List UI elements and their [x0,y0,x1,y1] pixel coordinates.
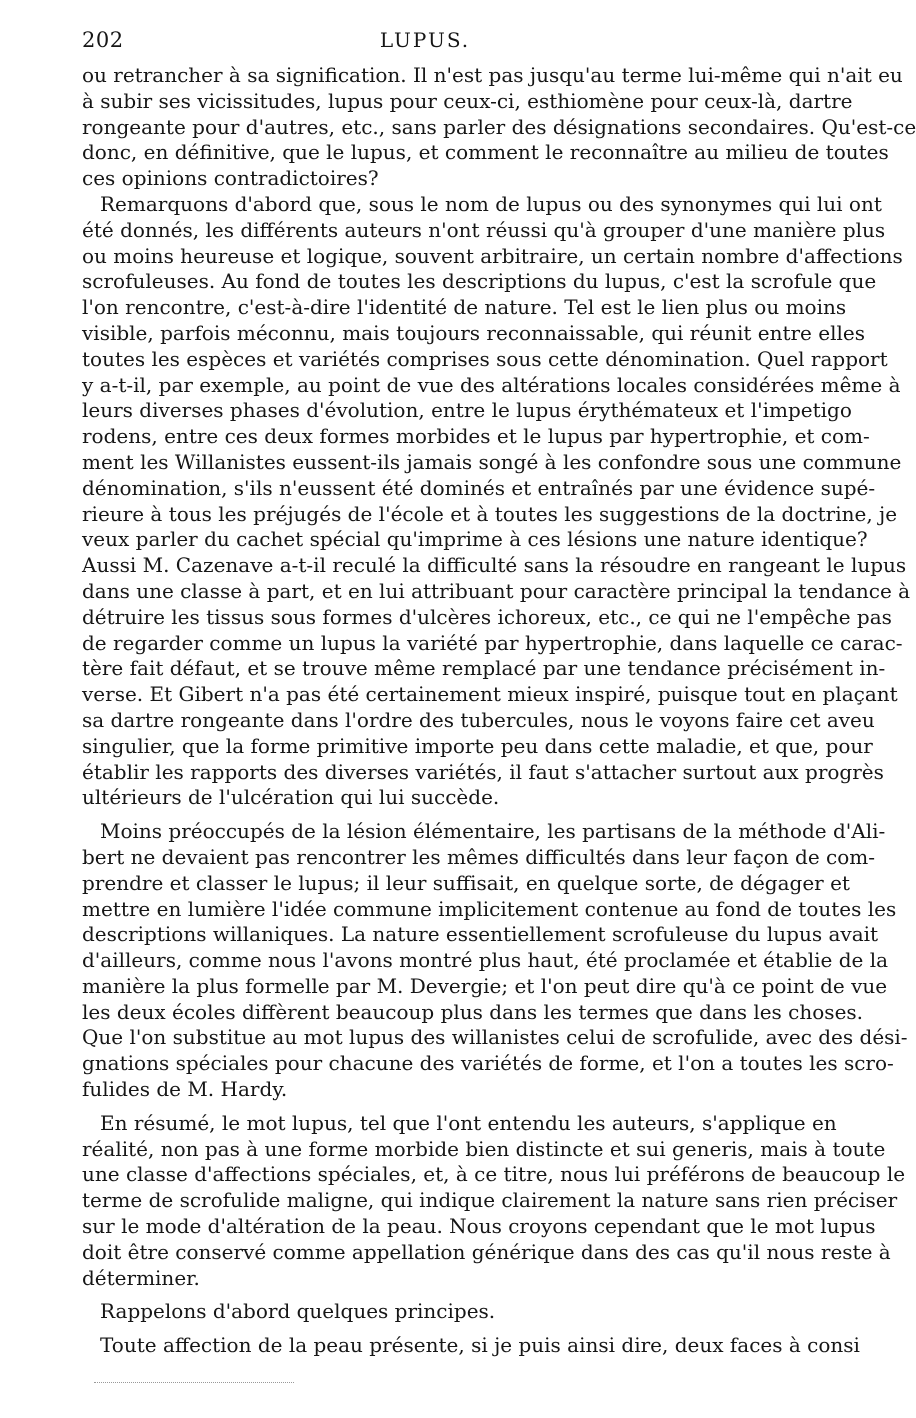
body-text [82,63,916,1359]
text-line: rodens, entre ces deux formes morbides et le lupus par hypertrophie, et com- [82,424,870,449]
text-line: doit être conservé comme appellation générique dans des cas qu'il nous reste à [82,1239,891,1264]
text-line: bert ne devaient pas rencontrer les mêmes difficultés dans leur façon de com- [82,844,876,869]
text-line: les deux écoles diffèrent beaucoup plus dans les termes que dans les choses. [82,999,864,1024]
text-line: gnations spéciales pour chacune des variétés de forme, et l'on a toutes les scro- [82,1051,894,1076]
running-head [82,28,768,58]
text-line: manière la plus formelle par M. Devergie; et l'on peut dire qu'à ce point de vue [82,973,888,998]
text-line: prendre et classer le lupus; il leur suffisait, en quelque sorte, de dégager et [82,870,850,895]
paragraph-gap [82,811,768,819]
text-line: descriptions willaniques. La nature essentiellement scrofuleuse du lupus avait [82,922,879,947]
text-line: déterminer. [82,1265,200,1290]
text-line: détruire les tissus sous formes d'ulcères ichoreux, etc., ce qui ne l'empêche pas [82,604,892,629]
paragraph-gap [82,1291,768,1299]
paragraph-gap [82,1325,768,1333]
text-line: sa dartre rongeante dans l'ordre des tubercules, nous le voyons faire cet aveu [82,707,875,732]
text-line: à subir ses vicissitudes, lupus pour ceux-ci, esthiomène pour ceux-là, dartre [82,88,853,113]
text-line: dénomination, s'ils n'eussent été dominés et entraînés par une évidence supé- [82,475,876,500]
text-line: une classe d'affections spéciales, et, à ce titre, nous lui préférons de beaucoup le [82,1162,906,1187]
text-line: rongeante pour d'autres, etc., sans parler des désignations secondaires. Qu'est-ce [82,114,916,139]
paragraph-5 [82,1299,768,1325]
text-line: Toute affection de la peau présente, si je puis ainsi dire, deux faces à consi [100,1333,860,1358]
paragraph-2 [82,191,911,811]
text-line: veux parler du cachet spécial qu'imprime à ces lésions une nature identique? [82,527,868,552]
text-line: verse. Et Gibert n'a pas été certainement mieux inspiré, puisque tout en plaçant [82,682,898,707]
text-line: de regarder comme un lupus la variété par hypertrophie, dans laquelle ce carac- [82,630,903,655]
text-line: terme de scrofulide maligne, qui indique clairement la nature sans rien préciser [82,1188,898,1213]
text-line: rieure à tous les préjugés de l'école et à toutes les suggestions de la doctrine, je [82,501,898,526]
paragraph-6 [82,1333,860,1359]
page-number: 202 [82,28,124,52]
text-line: ment les Willanistes eussent-ils jamais songé à les confondre sous une commune [82,449,902,474]
text-line: ou moins heureuse et logique, souvent arbitraire, un certain nombre d'affections [82,243,903,268]
text-line: dans une classe à part, et en lui attribuant pour caractère principal la tendance à [82,578,911,603]
text-line: singulier, que la forme primitive importe peu dans cette maladie, et que, pour [82,733,873,758]
text-line: mettre en lumière l'idée commune implicitement contenue au fond de toutes les [82,896,897,921]
text-line: En résumé, le mot lupus, tel que l'ont entendu les auteurs, s'applique en [100,1110,837,1135]
text-line: visible, parfois méconnu, mais toujours reconnaissable, qui réunit entre elles [82,320,865,345]
text-line: l'on rencontre, c'est-à-dire l'identité de nature. Tel est le lien plus ou moins [82,295,847,320]
text-line: Moins préoccupés de la lésion élémentaire, les partisans de la méthode d'Ali- [100,819,886,844]
footer-rule [94,1382,294,1383]
running-title: LUPUS. [379,28,471,52]
text-line: ces opinions contradictoires? [82,166,379,191]
text-line: Remarquons d'abord que, sous le nom de lupus ou des synonymes qui lui ont [100,191,882,216]
text-line: ou retrancher à sa signification. Il n'est pas jusqu'au terme lui-même qui n'ait eu [82,63,903,87]
text-line: été donnés, les différents auteurs n'ont réussi qu'à grouper d'une manière plus [82,217,886,242]
text-line: Aussi M. Cazenave a-t-il reculé la difficulté sans la résoudre en rangeant le lupus [82,553,907,578]
text-line: donc, en définitive, que le lupus, et comment le reconnaître au milieu de toutes [82,140,889,165]
text-line: toutes les espèces et variétés comprises sous cette dénomination. Quel rapport [82,346,888,371]
text-line: d'ailleurs, comme nous l'avons montré plus haut, été proclamée et établie de la [82,948,889,973]
text-line: y a-t-il, par exemple, au point de vue des altérations locales considérées même à [82,372,901,397]
text-line: Que l'on substitue au mot lupus des willanistes celui de scrofulide, avec des dési- [82,1025,908,1050]
text-line: tère fait défaut, et se trouve même remplacé par une tendance précisément in- [82,656,886,681]
paragraph-gap [82,1103,768,1111]
text-line: leurs diverses phases d'évolution, entre le lupus érythémateux et l'impetigo [82,398,852,423]
text-line: ultérieurs de l'ulcération qui lui succède. [82,785,500,810]
text-line: scrofuleuses. Au fond de toutes les descriptions du lupus, c'est la scrofule que [82,269,877,294]
paragraph-4 [82,1110,906,1292]
text-line: fulides de M. Hardy. [82,1077,288,1102]
paragraph-3 [82,819,908,1103]
text-line: réalité, non pas à une forme morbide bien distincte et sui generis, mais à toute [82,1136,886,1161]
text-line: Rappelons d'abord quelques principes. [100,1299,496,1324]
text-line: sur le mode d'altération de la peau. Nous croyons cependant que le mot lupus [82,1214,876,1239]
text-line: établir les rapports des diverses variétés, il faut s'attacher surtout aux progrès [82,759,884,784]
paragraph-1 [82,63,916,192]
